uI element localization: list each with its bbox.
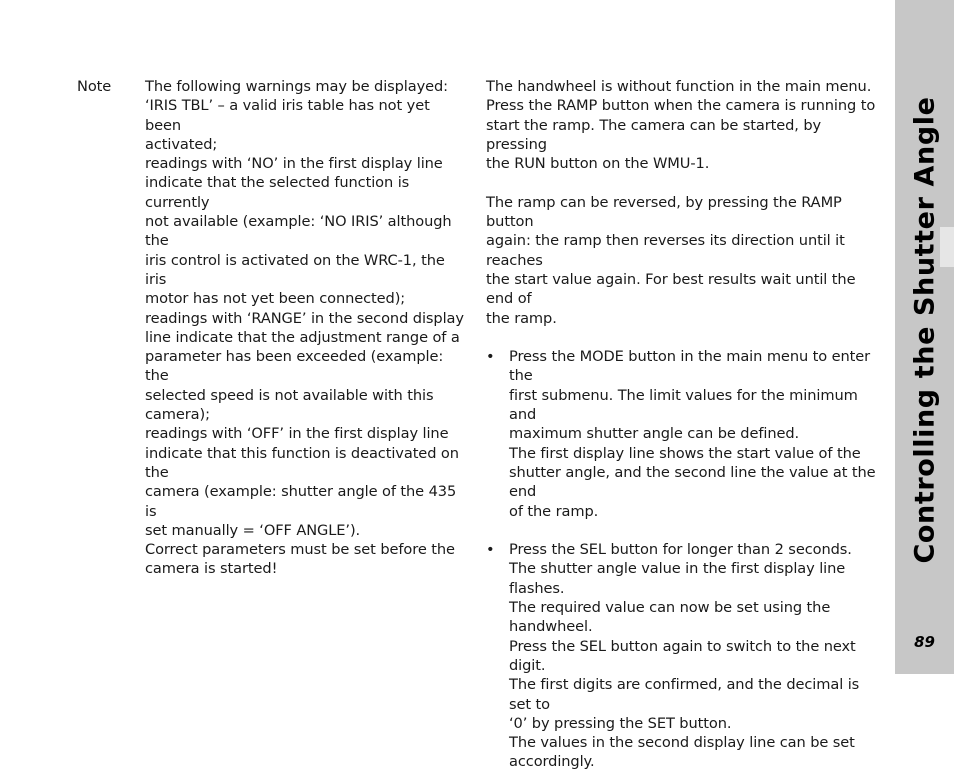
chapter-title: Controlling the Shutter Angle: [909, 96, 941, 564]
text-line: the start value again. For best results wait until the end of: [486, 270, 856, 308]
text-line: The first display line shows the start value of the: [509, 444, 861, 462]
text-line: start the ramp. The camera can be started, by pressing: [486, 116, 822, 153]
text-line: Press the SEL button for longer than 2 seconds.: [509, 541, 852, 559]
text-line: The shutter angle value in the first display line flashes.: [509, 560, 846, 597]
text-line: first submenu. The limit values for the minimum and: [509, 386, 858, 424]
note-line: camera is started!: [145, 560, 278, 578]
note-line: readings with ‘NO’ in the first display line: [145, 155, 443, 173]
text-line: Press the RAMP button when the camera is running to: [486, 97, 876, 115]
text-line: maximum shutter angle can be defined.: [509, 425, 800, 443]
paragraph-spacer: [486, 173, 878, 192]
note-line: indicate that the selected function is currently: [145, 174, 410, 211]
paragraph-spacer: [486, 521, 878, 540]
text-line: The required value can now be set using the handwheel.: [509, 599, 831, 636]
text-line: The handwheel is without function in the main menu.: [486, 78, 872, 95]
text-line: ‘0’ by pressing the SET button.: [509, 714, 732, 732]
note-body: [145, 77, 467, 579]
note-line: activated;: [145, 135, 218, 153]
text-line: the ramp.: [486, 309, 557, 327]
text-line: The values in the second display line can be set: [509, 734, 855, 752]
page-number: 89: [914, 633, 935, 651]
note-line: parameter has been exceeded (example: the: [145, 348, 444, 385]
note-line: line indicate that the adjustment range of a: [145, 328, 460, 346]
note-line: not available (example: ‘NO IRIS’ although the: [145, 213, 452, 250]
paragraph-handwheel: [486, 77, 878, 173]
text-line: accordingly.: [509, 753, 595, 771]
text-line: Press the SEL button again to switch to the next digit.: [509, 637, 856, 674]
text-line: Press the MODE button in the main menu to enter the: [509, 348, 871, 385]
bullet-item-sel: [486, 540, 878, 772]
note-line: readings with ‘RANGE’ in the second display: [145, 309, 464, 327]
note-line: selected speed is not available with this camera);: [145, 386, 434, 424]
note-line: Correct parameters must be set before the: [145, 541, 455, 559]
text-line: the RUN button on the WMU-1.: [486, 155, 710, 173]
note-line: The following warnings may be displayed:: [145, 78, 449, 95]
text-line: The ramp can be reversed, by pressing the RAMP button: [486, 193, 842, 231]
paragraph-ramp-reverse: [486, 193, 878, 328]
text-line: The first digits are confirmed, and the decimal is set to: [509, 676, 860, 713]
right-column: [486, 77, 878, 772]
note-line: ‘IRIS TBL’ – a valid iris table has not yet been: [145, 97, 430, 134]
note-line: motor has not yet been connected);: [145, 290, 406, 308]
note-line: indicate that this function is deactivated on the: [145, 444, 459, 481]
note-line: camera (example: shutter angle of the 435 is: [145, 483, 457, 520]
text-line: shutter angle, and the second line the value at the end: [509, 463, 876, 501]
note-line: iris control is activated on the WRC-1, the iris: [145, 251, 445, 288]
bullet-icon: •: [486, 541, 495, 559]
bullet-item-mode: [486, 347, 878, 521]
text-line: of the ramp.: [509, 502, 599, 520]
note-line: set manually = ‘OFF ANGLE’).: [145, 521, 361, 539]
note-line: readings with ‘OFF’ in the first display line: [145, 425, 449, 443]
note-label: Note: [77, 78, 112, 95]
paragraph-spacer: [486, 328, 878, 347]
chapter-tab-marker: [940, 227, 954, 267]
bullet-icon: •: [486, 348, 495, 366]
text-line: again: the ramp then reverses its direction until it reaches: [486, 232, 845, 269]
